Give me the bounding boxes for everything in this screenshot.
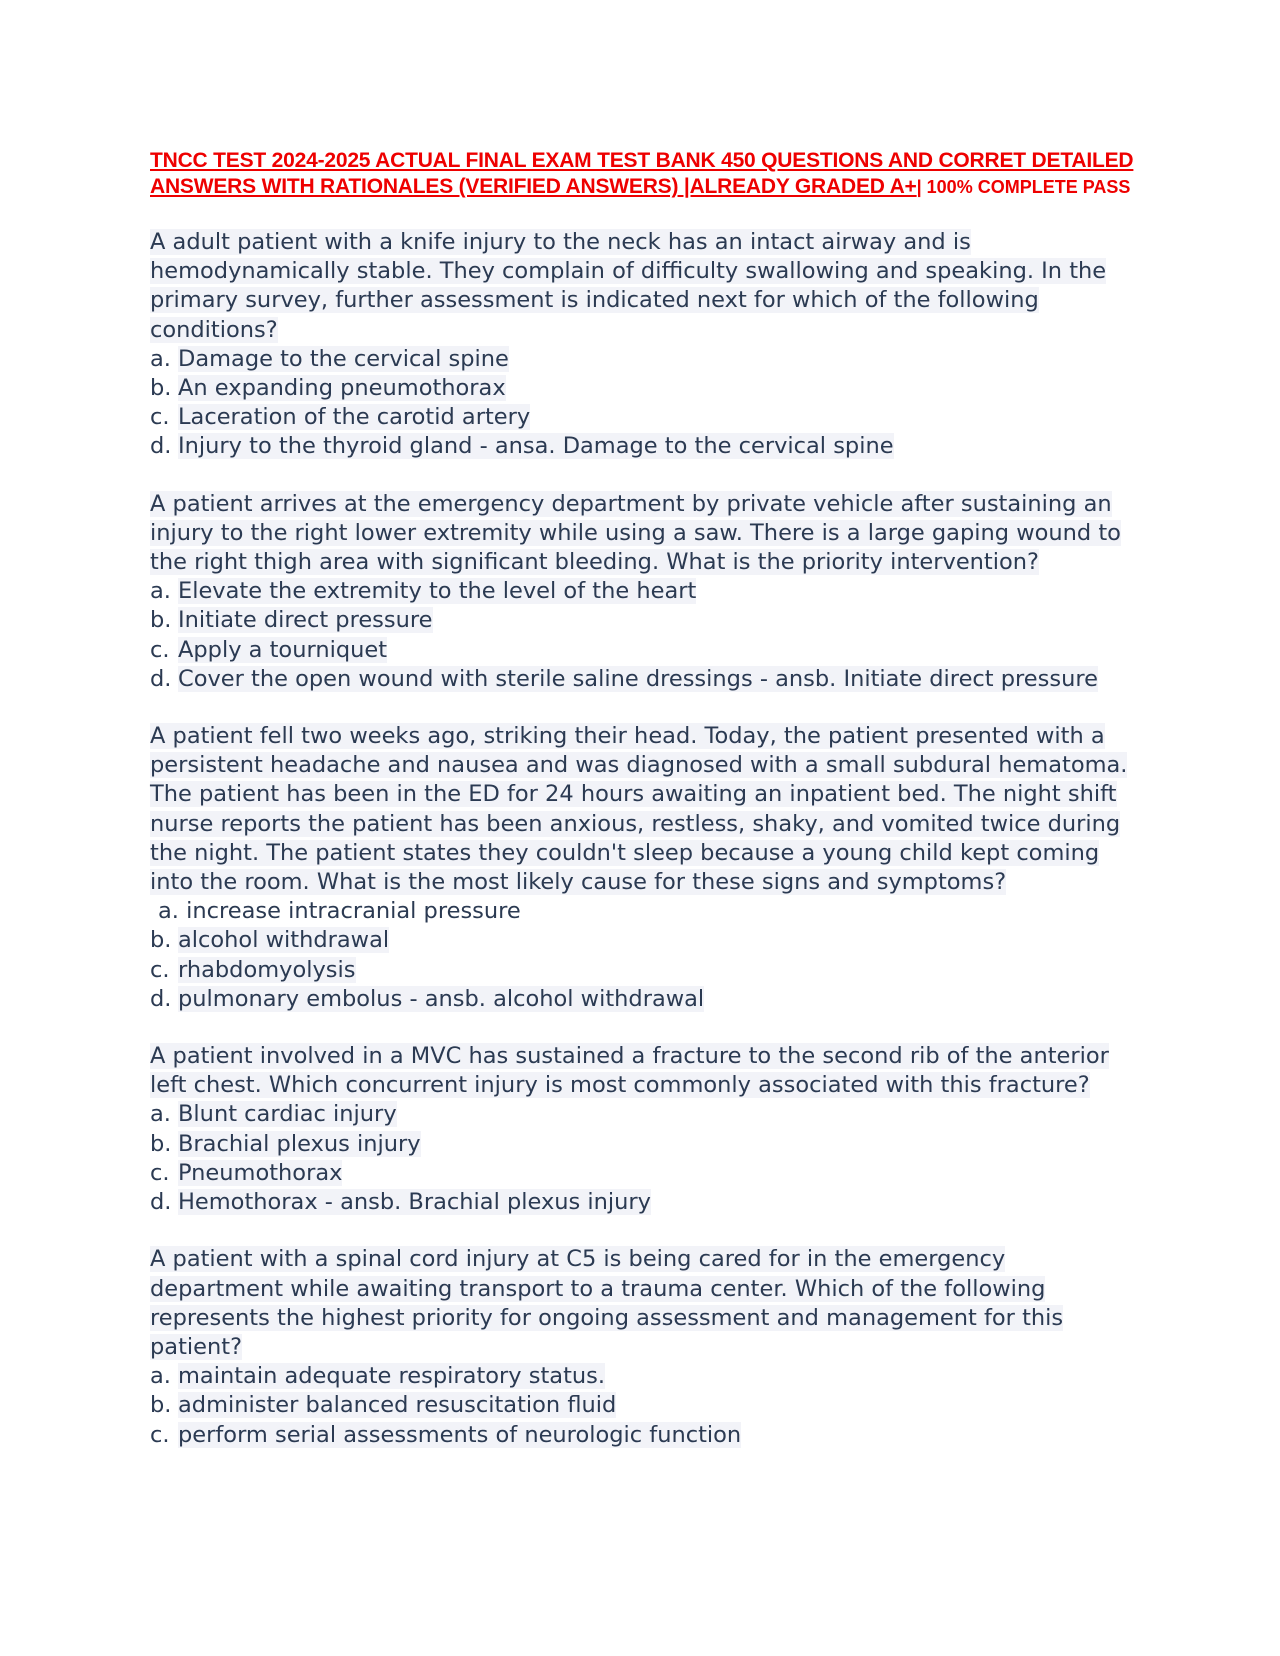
document-title — [150, 148, 1140, 200]
answer-option: c. Laceration of the carotid artery — [150, 404, 531, 431]
question-block — [150, 722, 1140, 1014]
answer-option: b. administer balanced resuscitation fluid — [150, 1392, 617, 1419]
answer-option: c. rhabdomyolysis — [150, 956, 356, 983]
document-page — [150, 148, 1140, 1450]
answer-option: c. Apply a tourniquet — [150, 636, 388, 663]
answer-option: b. Brachial plexus injury — [150, 1130, 421, 1157]
question-block — [150, 1245, 1140, 1449]
answer-option: a. increase intracranial pressure — [158, 898, 521, 925]
question-block — [150, 490, 1140, 694]
answer-option: b. Initiate direct pressure — [150, 607, 433, 634]
answer-option: a. Blunt cardiac injury — [150, 1101, 397, 1128]
answer-option: a. Elevate the extremity to the level of the heart — [150, 578, 697, 605]
answer-option: d. Hemothorax - ansb. Brachial plexus injury — [150, 1189, 651, 1216]
question-text: A patient fell two weeks ago, striking their head. Today, the patient presented with a persistent headache and nausea and was diagnosed with a small subdural hematoma. The patient has been in the ED for 24 hours awaiting an inpatient bed. The night shift nurse reports the patient has been anxious, restless, shaky, and vomited twice during the night. The patient states they couldn't sleep because a young child kept coming into the room. What is the most likely cause for these signs and symptoms? — [150, 723, 1128, 896]
question-text: A patient arrives at the emergency department by private vehicle after sustaining an injury to the right lower extremity while using a saw. There is a large gaping wound to the right thigh area with significant bleeding. What is the priority intervention? — [150, 490, 1121, 576]
question-block — [150, 228, 1140, 462]
answer-option: b. alcohol withdrawal — [150, 927, 390, 954]
answer-option: d. Injury to the thyroid gland - ansa. Damage to the cervical spine — [150, 433, 894, 460]
answer-option: d. Cover the open wound with sterile saline dressings - ansb. Initiate direct pressure — [150, 665, 1098, 692]
title-main: TNCC TEST 2024-2025 ACTUAL FINAL EXAM TEST BANK 450 QUESTIONS AND CORRET DETAILED ANSWERS WITH RATIONALES (VERIFIED ANSWERS) |ALREADY GRADED A+ — [150, 149, 1134, 198]
question-text: A patient with a spinal cord injury at C5 is being cared for in the emergency department while awaiting transport to a trauma center. Which of the following represents the highest priority for ongoing assessment and management for this patient? — [150, 1246, 1064, 1360]
answer-option: a. Damage to the cervical spine — [150, 345, 509, 372]
answer-option: a. maintain adequate respiratory status. — [150, 1363, 606, 1390]
answer-option: c. perform serial assessments of neurologic function — [150, 1421, 742, 1448]
answer-option: d. pulmonary embolus - ansb. alcohol withdrawal — [150, 985, 705, 1012]
question-block — [150, 1042, 1140, 1217]
answer-option: b. An expanding pneumothorax — [150, 375, 506, 402]
question-text: A patient involved in a MVC has sustained a fracture to the second rib of the anterior left chest. Which concurrent injury is most commonly associated with this fracture? — [150, 1043, 1109, 1099]
question-text: A adult patient with a knife injury to the neck has an intact airway and is hemodynamically stable. They complain of difficulty swallowing and speaking. In the primary survey, further assessment is indicated next for which of the following conditions? — [150, 229, 1107, 343]
answer-option: c. Pneumothorax — [150, 1159, 343, 1186]
title-tail: | 100% COMPLETE PASS — [916, 177, 1131, 197]
